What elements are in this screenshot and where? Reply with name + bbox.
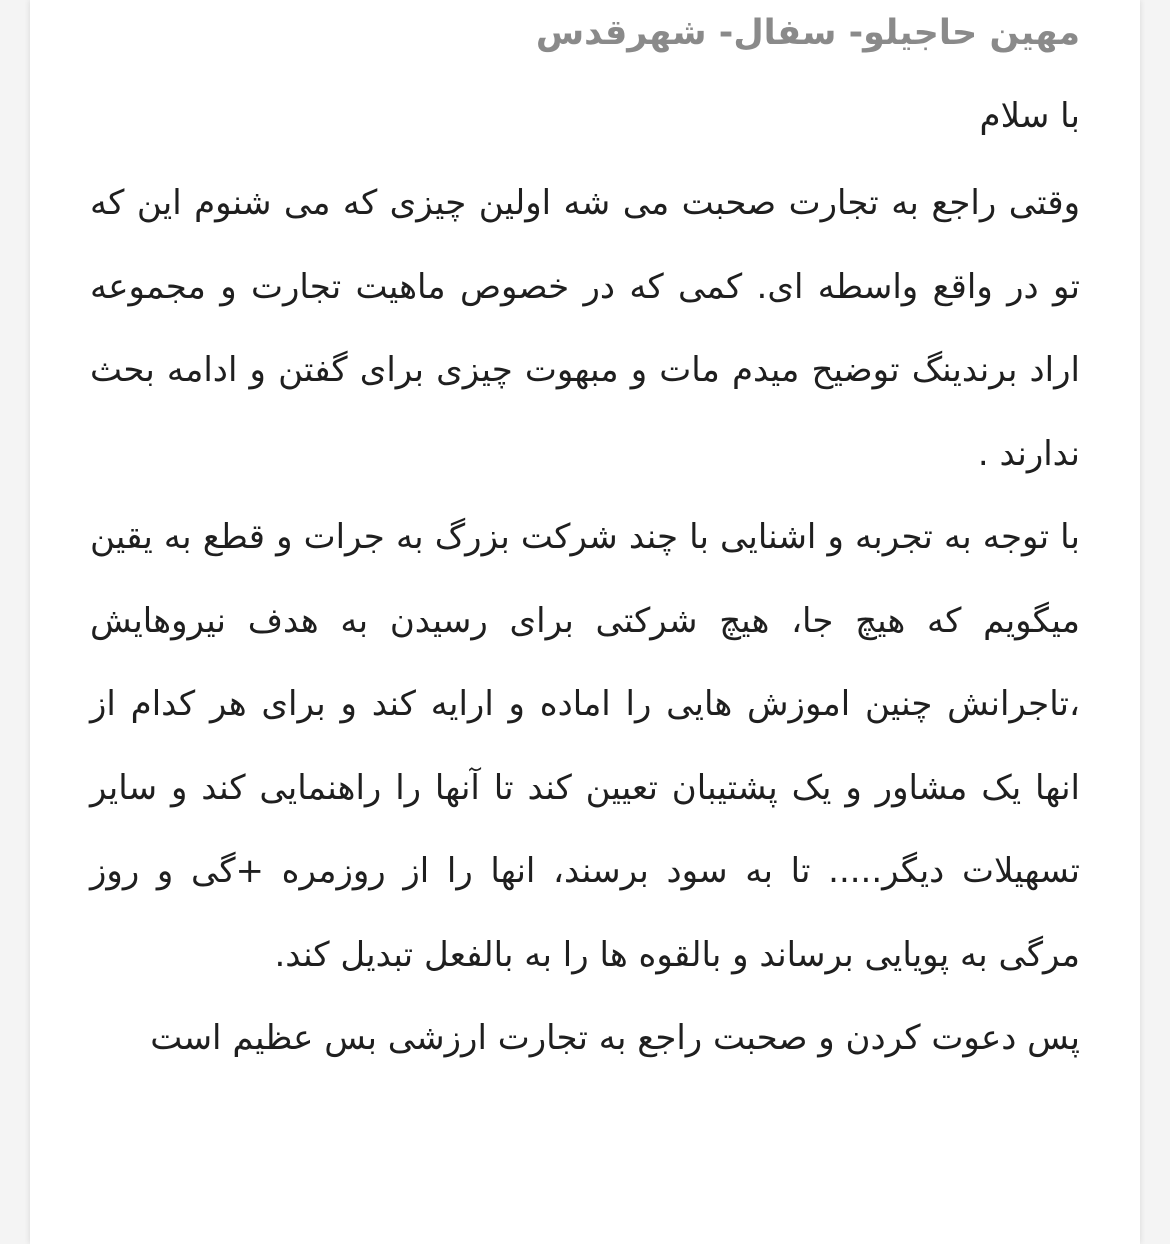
paragraph-2: با توجه به تجربه و اشنایی با چند شرکت بزرگ به جرات و قطع به یقین میگویم که هیچ جا، هیچ شرکتی برای رسیدن به هدف نیروهایش ،تاجرانش چنین اموزش هایی را اماده و ارایه کند و برای هر کدام از انها یک مشاور و یک پشتیبان تعیین کند تا آنها را راهنمایی کند و سایر تسهیلات دیگر..... تا به سود برسند، انها را از روزمره +گی و روز مرگی به پویایی برساند و بالقوه ها را به بالفعل تبدیل کند.	[90, 517, 1080, 975]
paragraph-1: وقتی راجع به تجارت صحبت می شه اولین چیزی که می شنوم این که تو در واقع واسطه ای. کمی که در خصوص ماهیت تجارت و مجموعه اراد برندینگ توضیح میدم مات و مبهوت چیزی برای گفتن و ادامه بحث ندارند .	[90, 183, 1080, 474]
author-line: مهین حاجیلو- سفال- شهرقدس	[535, 13, 1080, 53]
post-card	[30, 0, 1140, 1244]
paragraph-3: پس دعوت کردن و صحبت راجع به تجارت ارزشی بس عظیم است	[150, 1018, 1080, 1058]
greeting-text: با سلام	[979, 96, 1080, 136]
post-content	[90, 0, 1080, 1081]
